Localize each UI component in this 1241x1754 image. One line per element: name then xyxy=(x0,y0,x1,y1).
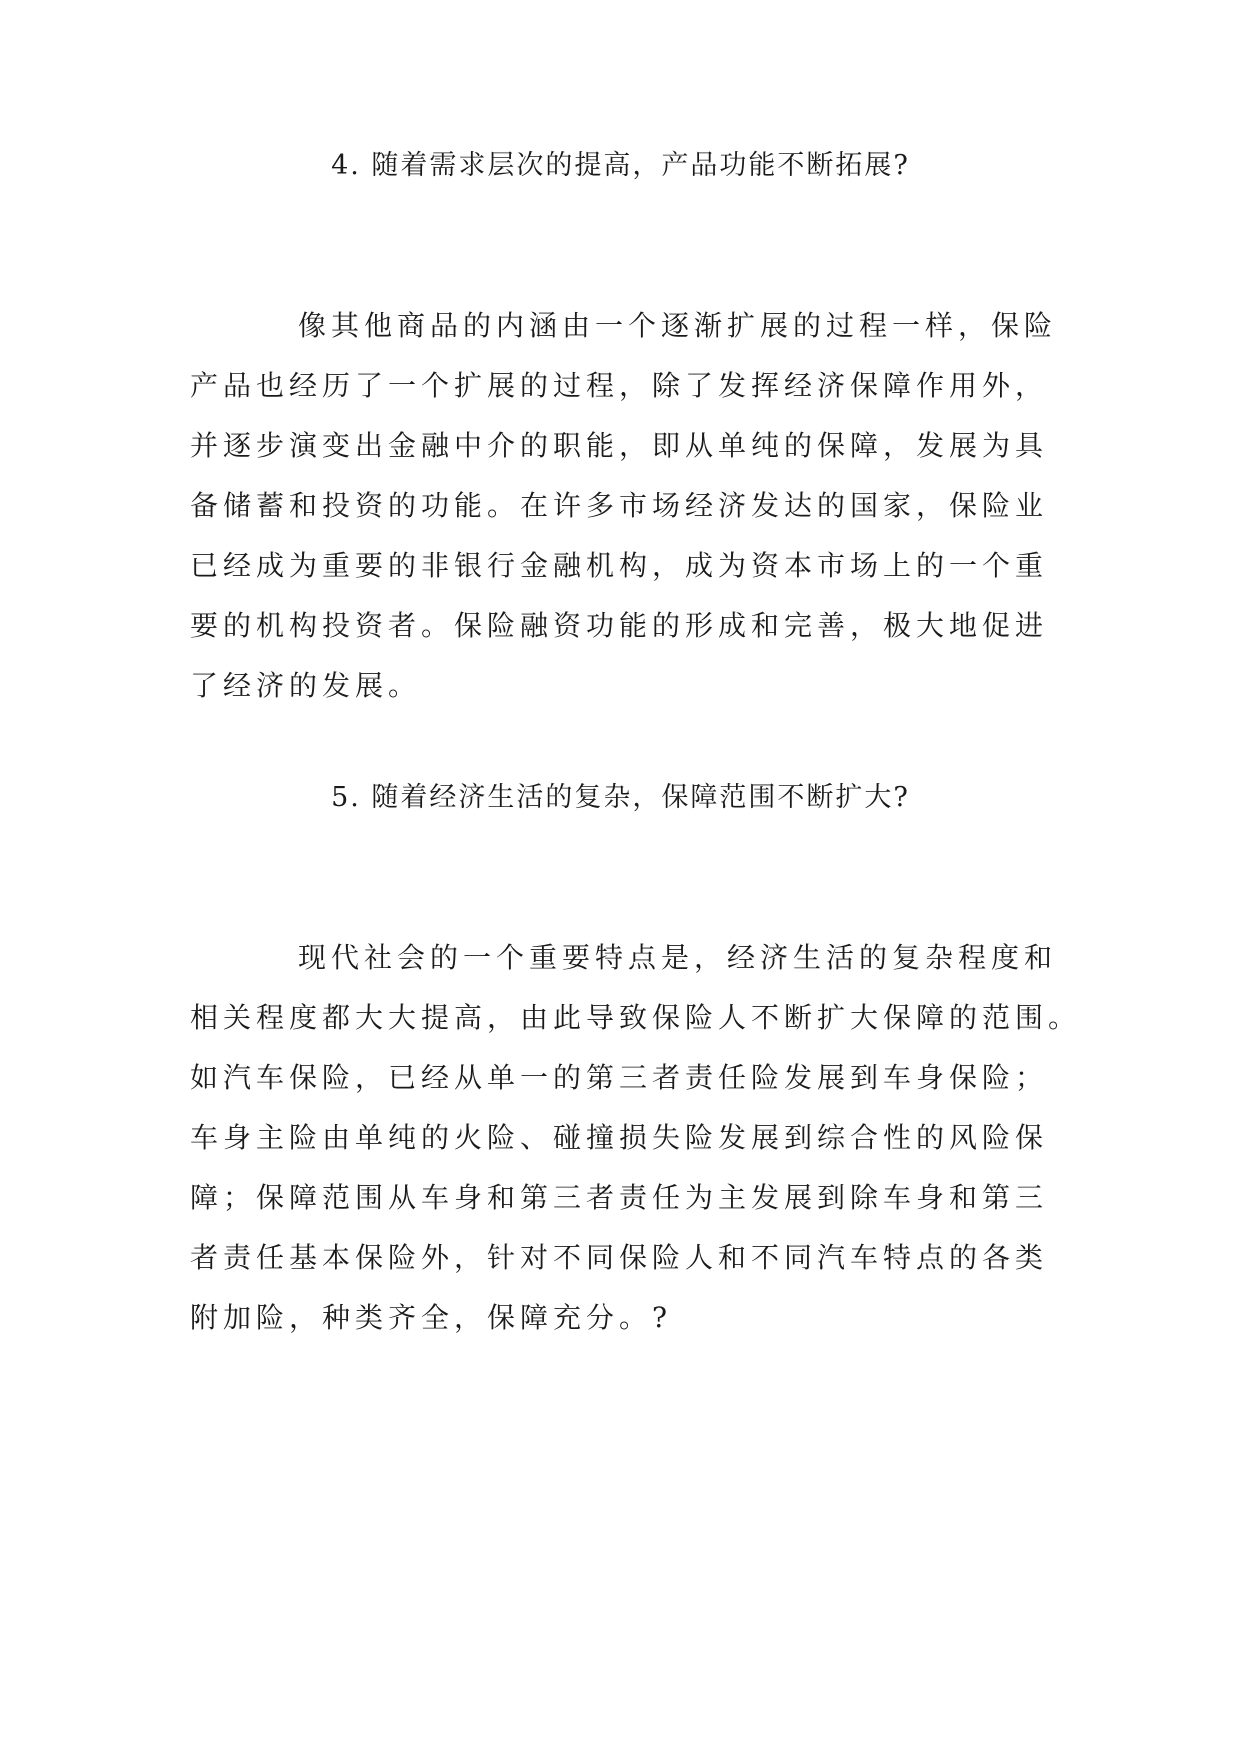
paragraph-line: 如汽车保险，已经从单一的第三者责任险发展到车身保险； xyxy=(190,1061,1049,1094)
paragraph-line: 备储蓄和投资的功能。在许多市场经济发达的国家，保险业 xyxy=(190,489,1049,522)
section-heading-5: 5. 随着经济生活的复杂，保障范围不断扩大? xyxy=(331,782,910,813)
paragraph-line: 产品也经历了一个扩展的过程，除了发挥经济保障作用外， xyxy=(190,369,1049,402)
paragraph-line: 现代社会的一个重要特点是，经济生活的复杂程度和 xyxy=(298,941,1058,974)
paragraph-line: 相关程度都大大提高，由此导致保险人不断扩大保障的范围。 xyxy=(190,1001,1082,1034)
paragraph-line: 车身主险由单纯的火险、碰撞损失险发展到综合性的风险保 xyxy=(190,1121,1049,1154)
paragraph-line: 并逐步演变出金融中介的职能，即从单纯的保障，发展为具 xyxy=(190,429,1049,462)
paragraph-line: 者责任基本保险外，针对不同保险人和不同汽车特点的各类 xyxy=(190,1241,1049,1274)
paragraph-line: 障；保障范围从车身和第三者责任为主发展到除车身和第三 xyxy=(190,1181,1049,1214)
paragraph-line: 了经济的发展。 xyxy=(190,669,422,702)
paragraph-line: 像其他商品的内涵由一个逐渐扩展的过程一样，保险 xyxy=(298,309,1058,342)
section-heading-4: 4. 随着需求层次的提高，产品功能不断拓展? xyxy=(331,150,910,181)
section-paragraph-5 xyxy=(190,928,1082,1348)
paragraph-line: 附加险，种类齐全，保障充分。? xyxy=(190,1301,673,1334)
paragraph-line: 要的机构投资者。保险融资功能的形成和完善，极大地促进 xyxy=(190,609,1049,642)
paragraph-line: 已经成为重要的非银行金融机构，成为资本市场上的一个重 xyxy=(190,549,1049,582)
section-paragraph-4 xyxy=(190,296,1058,716)
